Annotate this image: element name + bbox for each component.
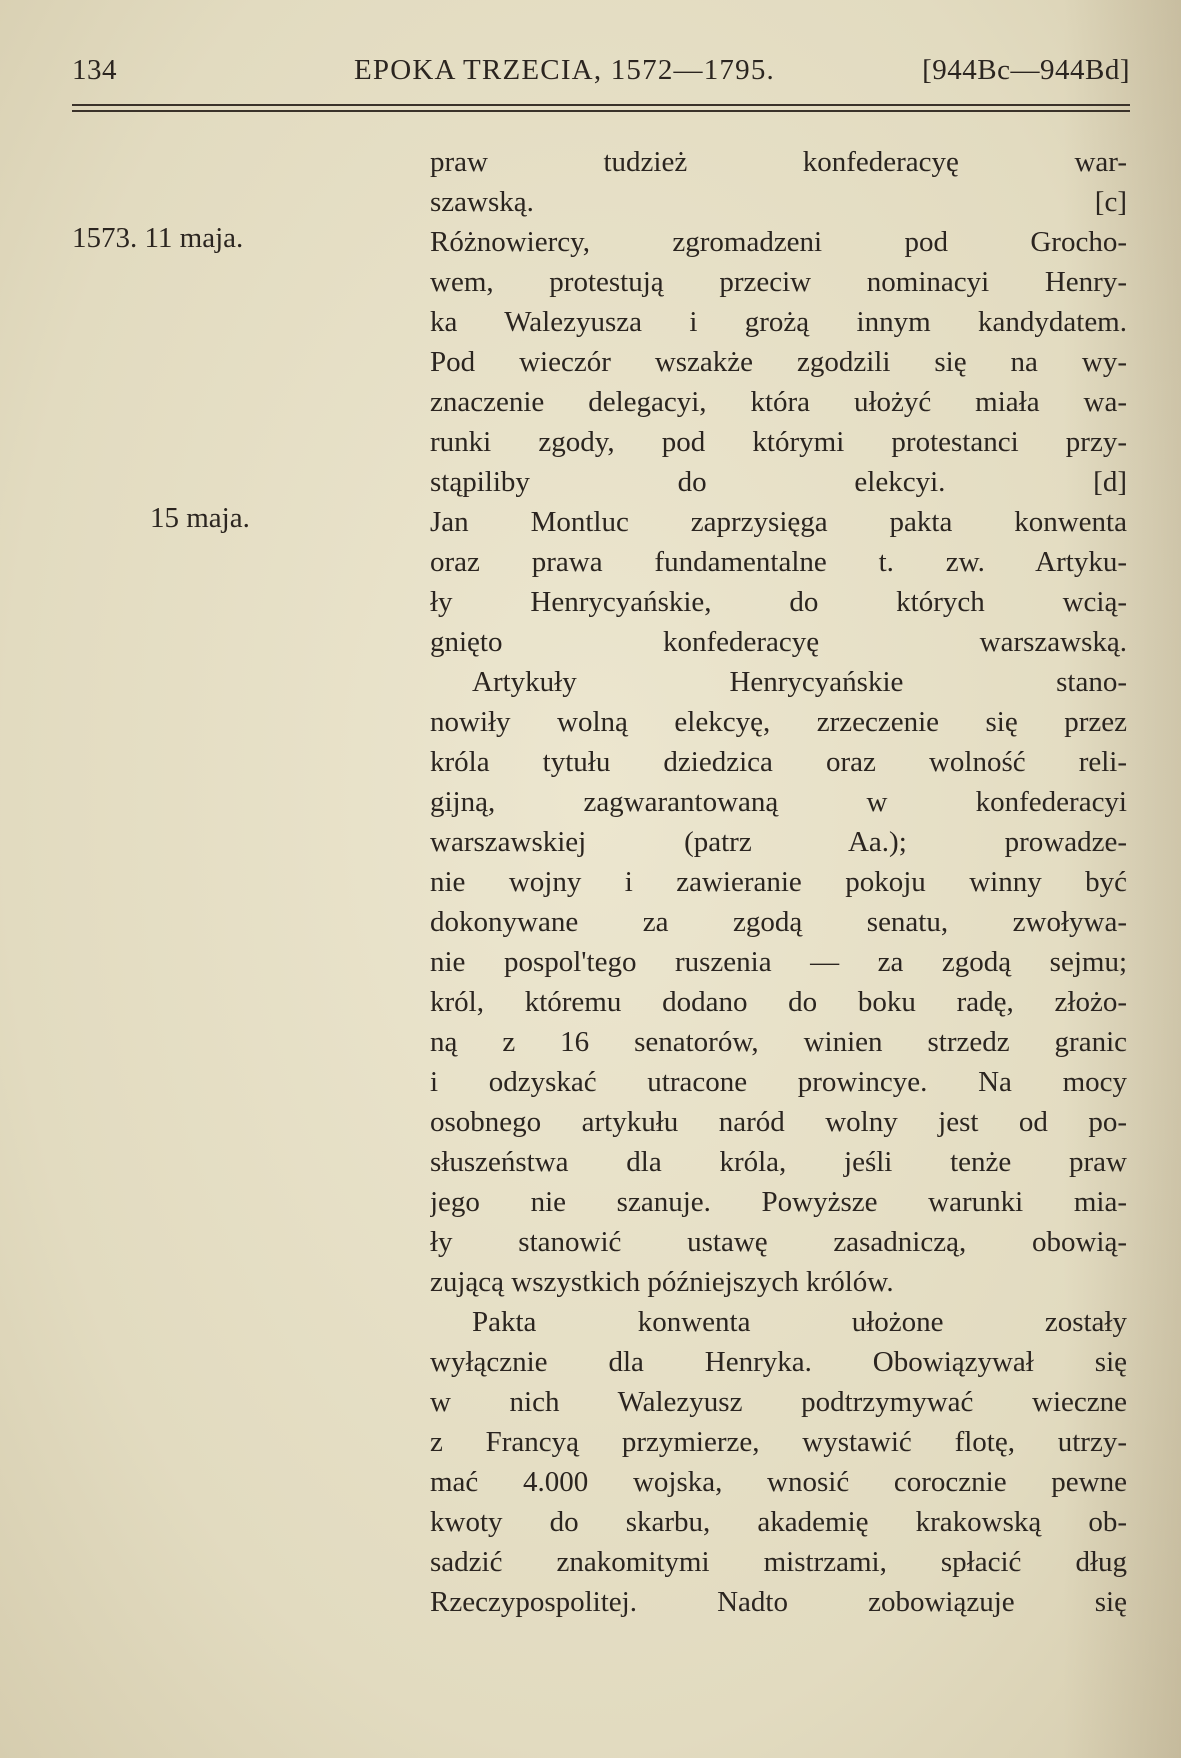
text-line: Pakta konwenta ułożone zostały <box>472 1306 1127 1338</box>
text-line: nie wojny i zawieranie pokoju winny być <box>430 866 1127 898</box>
text-line: z Francyą przymierze, wystawić flotę, utrzy- <box>430 1426 1127 1458</box>
text-line: ka Walezyusza i grożą innym kandydatem. <box>430 306 1127 338</box>
text-line: sadzić znakomitymi mistrzami, spłacić dług <box>430 1546 1127 1578</box>
text-line: nie pospol'tego ruszenia — za zgodą sejmu; <box>430 946 1127 978</box>
text-line: słuszeństwa dla króla, jeśli tenże praw <box>430 1146 1127 1178</box>
text-line: Rzeczypospolitej. Nadto zobowiązuje się <box>430 1586 1127 1618</box>
text-line: Pod wieczór wszakże zgodzili się na wy- <box>430 346 1127 378</box>
text-line: ły stanowić ustawę zasadniczą, obowią- <box>430 1226 1127 1258</box>
text-line: Jan Montluc zaprzysięga pakta konwenta <box>430 506 1127 538</box>
text-line: król, któremu dodano do boku radę, złożo- <box>430 986 1127 1018</box>
text-line: gnięto konfederacyę warszawską. <box>430 626 1127 658</box>
text-line: stąpiliby do elekcyi. [d] <box>430 466 1127 498</box>
text-line: ły Henrycyańskie, do których wcią- <box>430 586 1127 618</box>
text-line: wem, protestują przeciw nominacyi Henry- <box>430 266 1127 298</box>
text-line: praw tudzież konfederacyę war- <box>430 146 1127 178</box>
section-code: [944Bc—944Bd] <box>922 54 1130 86</box>
text-line: Różnowiercy, zgromadzeni pod Grocho- <box>430 226 1127 258</box>
header-rule-top <box>72 104 1130 106</box>
text-line: znaczenie delegacyi, która ułożyć miała wa- <box>430 386 1127 418</box>
text-line: ną z 16 senatorów, winien strzedz granic <box>430 1026 1127 1058</box>
text-line: mać 4.000 wojska, wnosić corocznie pewne <box>430 1466 1127 1498</box>
page-number: 134 <box>72 54 117 86</box>
text-line: osobnego artykułu naród wolny jest od po- <box>430 1106 1127 1138</box>
text-line: warszawskiej (patrz Aa.); prowadze- <box>430 826 1127 858</box>
text-line: runki zgody, pod którymi protestanci przy- <box>430 426 1127 458</box>
text-line: dokonywane za zgodą senatu, zwoływa- <box>430 906 1127 938</box>
text-line: w nich Walezyusz podtrzymywać wieczne <box>430 1386 1127 1418</box>
text-line: króla tytułu dziedzica oraz wolność reli- <box>430 746 1127 778</box>
text-line: nowiły wolną elekcyę, zrzeczenie się przez <box>430 706 1127 738</box>
margin-date-11-maja: 1573. 11 maja. <box>72 222 244 254</box>
text-line: i odzyskać utracone prowincye. Na mocy <box>430 1066 1127 1098</box>
body-text <box>430 142 1127 1622</box>
margin-date-15-maja: 15 maja. <box>150 502 250 534</box>
text-line: Artykuły Henrycyańskie stano- <box>472 666 1127 698</box>
text-line: gijną, zagwarantowaną w konfederacyi <box>430 786 1127 818</box>
text-line: szawską. [c] <box>430 186 1127 218</box>
page-header <box>72 54 1130 94</box>
text-line: kwoty do skarbu, akademię krakowską ob- <box>430 1506 1127 1538</box>
header-rule-bottom <box>72 110 1130 112</box>
text-line: jego nie szanuje. Powyższe warunki mia- <box>430 1186 1127 1218</box>
running-title: EPOKA TRZECIA, 1572—1795. <box>354 54 775 86</box>
text-line: oraz prawa fundamentalne t. zw. Artyku- <box>430 546 1127 578</box>
text-line: wyłącznie dla Henryka. Obowiązywał się <box>430 1346 1127 1378</box>
text-line: zującą wszystkich późniejszych królów. <box>430 1266 894 1298</box>
